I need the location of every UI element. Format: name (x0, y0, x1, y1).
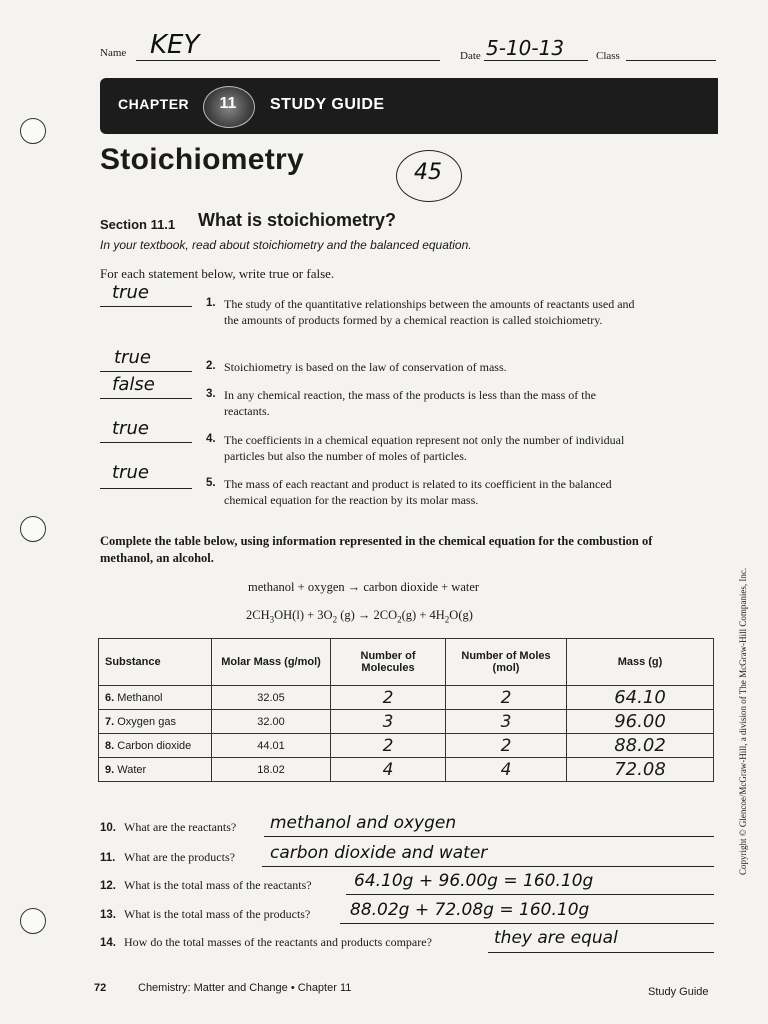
footer-study-guide: Study Guide (648, 986, 709, 998)
date-line (484, 60, 588, 61)
page-number: 72 (94, 982, 107, 994)
statement-answer: true (112, 418, 149, 439)
column-header: Number of Molecules (331, 639, 446, 686)
question-number: 11. (100, 852, 116, 864)
statement-text: The coefficients in a chemical equation represent not only the number of individual particles but also the number of moles of particles. (224, 433, 625, 463)
table-instruction: Complete the table below, using information represented in the chemical equation for the combustion of methanol, an alcohol. (100, 534, 653, 565)
question-answer: methanol and oxygen (270, 813, 457, 833)
statement-text: The mass of each reactant and product is related to its coefficient in the balanced chemical equation for the reaction by its molar mass. (224, 477, 612, 507)
statement-number: 3. (206, 388, 216, 400)
name-value: KEY (150, 30, 200, 60)
statement-text: Stoichiometry is based on the law of conservation of mass. (224, 360, 507, 374)
true-false-instruction: For each statement below, write true or false. (100, 266, 335, 281)
answer-line-2 (100, 371, 192, 372)
question-number: 12. (100, 880, 116, 892)
word-equation: methanol + oxygen → carbon dioxide + water (248, 580, 480, 594)
question-answer: carbon dioxide and water (270, 843, 488, 863)
question-answer: they are equal (494, 928, 618, 948)
punch-hole-top (20, 118, 46, 144)
answer-line-3 (100, 398, 192, 399)
question-text: What are the reactants? (124, 820, 237, 834)
statement-number: 1. (206, 297, 216, 309)
answer-line (488, 952, 714, 953)
mass-cell: 64.10 (567, 686, 714, 710)
class-label: Class (596, 50, 620, 62)
answer-line-4 (100, 442, 192, 443)
answer-line (264, 836, 714, 837)
statement-answer: true (112, 282, 149, 303)
chapter-banner (100, 78, 718, 134)
score-value: 45 (414, 160, 442, 185)
section-title: What is stoichiometry? (198, 210, 397, 230)
statement-answer: false (112, 374, 155, 395)
answer-line (262, 866, 714, 867)
statement-text: In any chemical reaction, the mass of the products is less than the mass of the reactants. (224, 388, 596, 418)
substance-name: Oxygen gas (117, 715, 176, 728)
statement-answer: true (114, 347, 151, 368)
substance-name: Methanol (117, 691, 163, 704)
copyright-notice: Copyright © Glencoe/McGraw-Hill, a division of The McGraw-Hill Companies, Inc. (738, 567, 748, 875)
table-row (99, 686, 714, 710)
chemical-equation: $2CH_3OH(l) + 3O_2$ $(g) \to 2CO_2(g) + 4H_2O(g)$ (246, 608, 473, 625)
table-row (99, 710, 714, 734)
mass-cell: 96.00 (567, 710, 714, 734)
row-number: 8. (105, 739, 115, 752)
moles-cell: 2 (446, 686, 567, 710)
molar-mass-cell: 32.00 (212, 710, 331, 734)
statement-answer: true (112, 462, 149, 483)
substance-cell (99, 686, 212, 710)
substance-cell (99, 710, 212, 734)
book-title: Chemistry: Matter and Change • Chapter 11 (138, 982, 352, 994)
name-label: Name (100, 47, 127, 59)
question-answer: 88.02g + 72.08g = 160.10g (350, 900, 590, 920)
name-line (136, 60, 440, 61)
punch-hole-bottom (20, 908, 46, 934)
question-number: 13. (100, 909, 116, 921)
statement-text: The study of the quantitative relationships between the amounts of reactants used and the amounts of products formed by a chemical reaction is called stoichiometry. (224, 297, 635, 327)
question-answer: 64.10g + 96.00g = 160.10g (354, 871, 594, 891)
molecules-cell: 4 (331, 758, 446, 782)
answer-line (346, 894, 714, 895)
molar-mass-cell: 32.05 (212, 686, 331, 710)
substance-cell (99, 734, 212, 758)
moles-cell: 3 (446, 710, 567, 734)
table-row (99, 758, 714, 782)
column-header: Number of Moles (mol) (446, 639, 567, 686)
statement-number: 4. (206, 433, 216, 445)
substance-name: Carbon dioxide (117, 739, 192, 752)
answer-line-1 (100, 306, 192, 307)
stoichiometry-table (98, 638, 714, 782)
chapter-word: CHAPTER (118, 96, 190, 112)
molecules-cell: 2 (331, 734, 446, 758)
class-line (626, 60, 716, 61)
question-text: How do the total masses of the reactants and products compare? (124, 935, 432, 949)
question-text: What is the total mass of the reactants? (124, 878, 312, 892)
molar-mass-cell: 18.02 (212, 758, 331, 782)
column-header: Substance (99, 639, 212, 686)
date-label: Date (460, 50, 481, 62)
column-header: Mass (g) (567, 639, 714, 686)
section-label: Section 11.1 (100, 217, 176, 232)
mass-cell: 72.08 (567, 758, 714, 782)
study-guide-title: STUDY GUIDE (270, 96, 385, 113)
statement-number: 2. (206, 360, 216, 372)
question-text: What are the products? (124, 850, 235, 864)
question-number: 14. (100, 937, 116, 949)
molecules-cell: 3 (331, 710, 446, 734)
row-number: 6. (105, 691, 115, 704)
question-number: 10. (100, 822, 116, 834)
mass-cell: 88.02 (567, 734, 714, 758)
answer-line (340, 923, 714, 924)
table-row (99, 734, 714, 758)
punch-hole-middle (20, 516, 46, 542)
column-header: Molar Mass (g/mol) (212, 639, 331, 686)
question-text: What is the total mass of the products? (124, 907, 311, 921)
statement-number: 5. (206, 477, 216, 489)
table-header-row (99, 639, 714, 686)
chapter-number: 11 (219, 95, 237, 112)
row-number: 7. (105, 715, 115, 728)
answer-line-5 (100, 488, 192, 489)
row-number: 9. (105, 763, 115, 776)
substance-cell (99, 758, 212, 782)
moles-cell: 2 (446, 734, 567, 758)
date-value: 5-10-13 (486, 36, 565, 60)
substance-name: Water (117, 763, 147, 776)
molar-mass-cell: 44.01 (212, 734, 331, 758)
molecules-cell: 2 (331, 686, 446, 710)
section-intro: In your textbook, read about stoichiometry and the balanced equation. (100, 238, 472, 252)
page-title: Stoichiometry (100, 143, 304, 176)
moles-cell: 4 (446, 758, 567, 782)
